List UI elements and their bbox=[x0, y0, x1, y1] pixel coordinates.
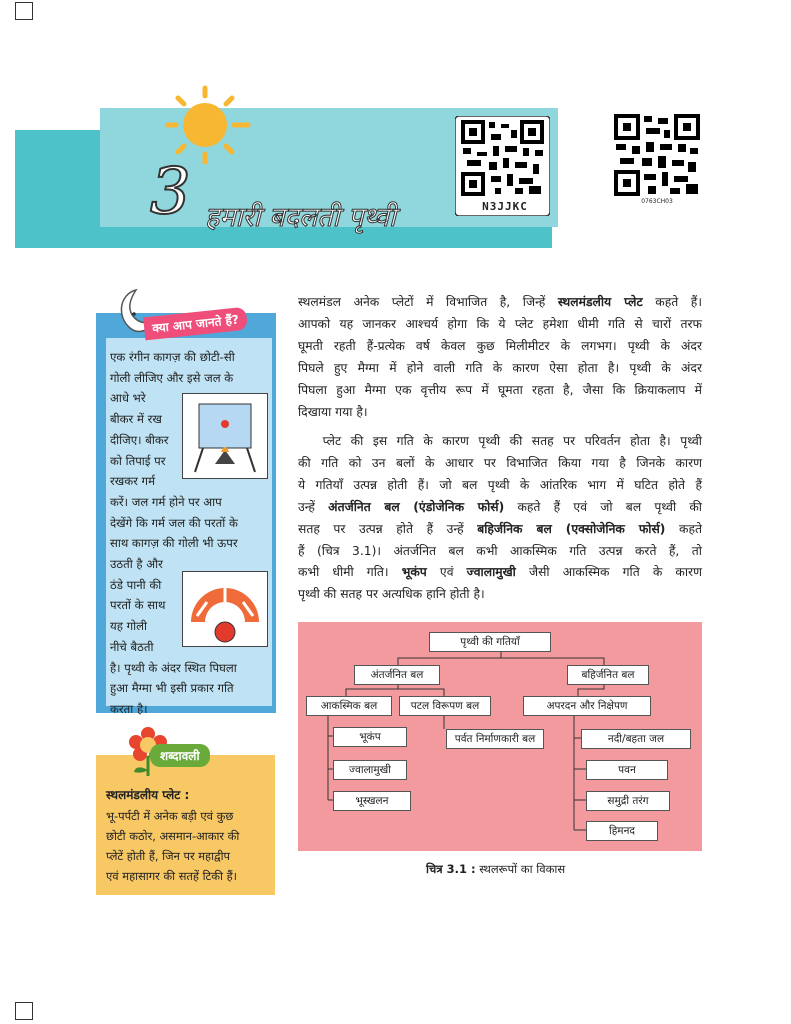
paragraph-line: पिघला हुआ मैग्मा एक वृत्तीय रूप में घूमता रहता है, जैसा कि क्रियाकलाप में bbox=[298, 382, 702, 397]
paragraph-lithospheric-plates bbox=[298, 292, 702, 423]
bold-term: भूकंप bbox=[401, 565, 427, 580]
did-you-know-line: एक रंगीन कागज़ की छोटी-सी bbox=[110, 350, 235, 364]
did-you-know-line: बीकर में रख bbox=[110, 412, 162, 427]
did-you-know-line: है। पृथ्वी के अंदर स्थित पिघला bbox=[110, 660, 237, 675]
node-wind: पवन bbox=[586, 760, 668, 780]
node-mountain-building: पर्वत निर्माणकारी बल bbox=[446, 729, 544, 749]
paragraph-line: स्थलमंडल अनेक प्लेटों में विभाजित है, जिन्हें स्थलमंडलीय प्लेट कहते हैं। bbox=[298, 295, 703, 309]
glossary-line: छोटी कठोर, असमान-आकार की bbox=[106, 829, 240, 843]
did-you-know-line: यह गोली bbox=[110, 619, 147, 634]
paragraph-earth-forces bbox=[298, 431, 702, 606]
glossary-definition bbox=[106, 806, 271, 886]
paragraph-line: घूमती रहती हैं-प्रत्येक वर्ष केवल कुछ मिलीमीटर के लगभग। पृथ्वी के अंदर bbox=[298, 338, 702, 353]
did-you-know-line: करता है। bbox=[110, 701, 148, 716]
figure-caption-label: चित्र 3.1 : bbox=[426, 862, 476, 876]
glossary-heading: शब्दावली bbox=[150, 744, 210, 767]
chapter-number: 3 bbox=[150, 155, 191, 229]
node-sudden-forces: आकस्मिक बल bbox=[306, 696, 392, 716]
glossary-line: भू-पर्पटी में अनेक बड़ी एवं कुछ bbox=[106, 809, 234, 823]
glossary-term: स्थलमंडलीय प्लेट : bbox=[106, 788, 190, 802]
did-you-know-line: करें। जल गर्म होने पर आप bbox=[110, 494, 222, 509]
node-earth-movements: पृथ्वी की गतियाँ bbox=[429, 632, 551, 652]
paragraph-line: की गति को उन बलों के आधार पर विभाजित किया गया है जिनके कारण bbox=[298, 455, 702, 470]
paragraph-line: ये गतियाँ उत्पन्न होती हैं। जो बल पृथ्वी के आंतरिक भाग में घटित होते हैं bbox=[298, 477, 702, 492]
paragraph-line: आपको यह जानकर आश्चर्य होगा कि ये प्लेट हमेशा धीमी गति से चारों तरफ bbox=[298, 316, 702, 331]
bold-term: स्थलमंडलीय प्लेट bbox=[557, 295, 643, 309]
glossary-line: एवं महासागर की सतहें टिकी हैं। bbox=[106, 869, 237, 883]
paragraph-line: हैं (चित्र 3.1)। अंतर्जनित बल कभी आकस्मिक गति उत्पन्न करते हैं, तो bbox=[298, 543, 702, 558]
bold-term: बहिर्जनिक बल (एक्सोजेनिक फोर्स) bbox=[477, 521, 666, 536]
qr-code-label: N3JJKC bbox=[482, 200, 528, 213]
crop-mark-top bbox=[15, 2, 33, 20]
paragraph-line: पिघले हुए मैग्मा में होने वाली गति के कारण ऐसा होता है। पृथ्वी के अंदर bbox=[298, 360, 702, 375]
node-exogenic-forces: बहिर्जनित बल bbox=[567, 665, 649, 685]
paragraph-line: दिखाया गया है। bbox=[298, 404, 368, 419]
did-you-know-line: ठंडे पानी की bbox=[110, 577, 162, 592]
did-you-know-line: गोली लीजिए और इसे जल के bbox=[110, 370, 234, 385]
chapter-title: हमारी बदलती पृथ्वी bbox=[205, 202, 396, 233]
paragraph-line: प्लेट की इस गति के कारण पृथ्वी की सतह पर परिवर्तन होता है। पृथ्वी bbox=[298, 434, 702, 448]
node-landslide: भूस्खलन bbox=[333, 791, 411, 811]
convection-diagram-image bbox=[182, 571, 268, 647]
node-sea-waves: समुद्री तरंग bbox=[586, 791, 670, 811]
bold-term: ज्वालामुखी bbox=[466, 565, 516, 580]
node-river: नदी/बहता जल bbox=[581, 729, 691, 749]
did-you-know-line: उठती है और bbox=[110, 557, 163, 572]
paragraph-line: पृथ्वी की सतह पर अत्यधिक हानि होती है। bbox=[298, 587, 485, 602]
node-glacier: हिमनद bbox=[586, 821, 658, 841]
node-earthquake: भूकंप bbox=[333, 727, 407, 747]
paragraph-line: उन्हें अंतर्जनित बल (एंडोजेनिक फोर्स) कहते हैं एवं जो बल पृथ्वी की bbox=[298, 499, 702, 514]
did-you-know-line: परतों के साथ bbox=[110, 598, 166, 613]
did-you-know-line: देखेंगे कि गर्म जल की परतों के bbox=[110, 515, 238, 530]
crop-mark-bottom bbox=[15, 1002, 33, 1020]
beaker-experiment-image bbox=[182, 393, 268, 479]
paragraph-line: सतह पर उत्पन्न होते हैं उन्हें बहिर्जनिक बल (एक्सोजेनिक फोर्स) कहते bbox=[298, 521, 702, 536]
did-you-know-line: को तिपाई पर bbox=[110, 453, 166, 468]
qr-small-label: 0763CH03 bbox=[641, 198, 673, 205]
figure-caption-text: स्थलरूपों का विकास bbox=[475, 862, 566, 876]
did-you-know-line: साथ कागज़ की गोली भी ऊपर bbox=[110, 536, 238, 551]
did-you-know-line: रखकर गर्म bbox=[110, 474, 156, 489]
qr-code-small-icon[interactable] bbox=[612, 112, 702, 198]
did-you-know-line: आधे भरे bbox=[110, 391, 146, 406]
bold-term: अंतर्जनित बल (एंडोजेनिक फोर्स) bbox=[328, 499, 505, 514]
figure-caption bbox=[426, 862, 565, 877]
did-you-know-line: नीचे बैठती bbox=[110, 639, 154, 654]
glossary-line: प्लेटें होती हैं, जिन पर महाद्वीप bbox=[106, 849, 231, 863]
did-you-know-badge: क्या आप जानते हैं? bbox=[143, 307, 248, 341]
earth-movements-diagram bbox=[298, 622, 702, 851]
node-endogenic-forces: अंतर्जनित बल bbox=[354, 665, 440, 685]
node-volcano: ज्वालामुखी bbox=[333, 760, 407, 780]
node-diastrophic-forces: पटल विरूपण बल bbox=[399, 696, 491, 716]
node-erosion-deposition: अपरदन और निक्षेपण bbox=[523, 696, 651, 716]
paragraph-line: कभी धीमी गति। भूकंप एवं ज्वालामुखी जैसी आकस्मिक गति के कारण bbox=[298, 565, 702, 580]
did-you-know-line: हुआ मैग्मा भी इसी प्रकार गति bbox=[110, 681, 234, 696]
did-you-know-line: दीजिए। बीकर bbox=[110, 432, 169, 447]
